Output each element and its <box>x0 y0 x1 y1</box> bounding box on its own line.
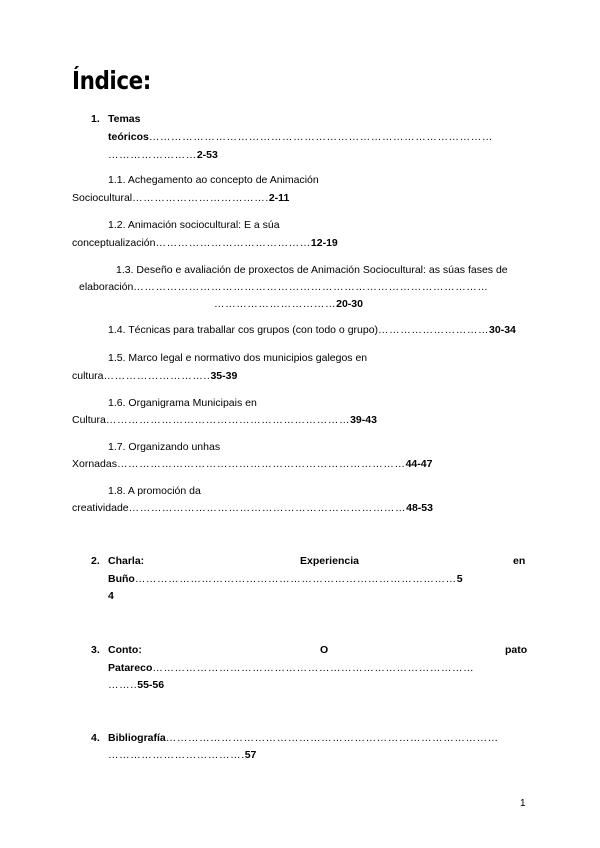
toc-entry-line <box>72 501 433 515</box>
section-title-word: en <box>513 555 526 567</box>
toc-entry-line <box>108 678 164 692</box>
section-number: 4. <box>91 732 100 744</box>
section-title-word: Experiencia <box>300 555 359 567</box>
subsection-title: 1.7. Organizando unhas <box>108 441 221 453</box>
page-ref: 48-53 <box>406 502 433 514</box>
section-title: Temas <box>108 113 141 125</box>
toc-entry-line <box>72 413 377 427</box>
section-title-word: pato <box>505 644 528 656</box>
leader-dots: ……………………………………………………………………………… <box>165 732 499 744</box>
page-title: Índice: <box>72 66 151 95</box>
subsection-title-cont: Cultura <box>72 414 106 426</box>
toc-entry-line <box>108 748 256 762</box>
subsection-title-cont: conceptualización <box>72 237 156 249</box>
leader-dots: …………………………………………………………………………… <box>134 573 457 585</box>
toc-entry-line <box>108 130 493 144</box>
toc-entry-line <box>72 457 432 471</box>
page-ref: 35-39 <box>210 370 238 382</box>
leader-dots: ……………………….. <box>103 370 211 382</box>
toc-entry-line <box>108 661 474 675</box>
subsection-title: 1.3. Deseño e avaliación de proxectos de Animación Sociocultural: as súas fases de <box>116 264 508 276</box>
section-title-cont: Patareco <box>108 662 153 674</box>
subsection-title: 1.8. A promoción da <box>108 485 201 497</box>
page-number: 1 <box>520 798 526 809</box>
subsection-title-cont: cultura <box>72 370 104 382</box>
page-ref: 20-30 <box>336 298 363 310</box>
leader-dots: …………………………… <box>214 298 337 310</box>
leader-dots: …………………………………………………………………… <box>116 458 406 470</box>
leader-dots: …………………………………………………………………………………… <box>133 281 489 293</box>
toc-entry-line <box>108 731 499 745</box>
leader-dots: …………………………………………………………………………… <box>152 662 475 674</box>
page-ref: 57 <box>244 749 257 761</box>
section-number: 2. <box>91 555 100 567</box>
section-title-word: Charla: <box>108 555 145 567</box>
toc-entry-line <box>72 369 237 383</box>
section-title-word: O <box>320 644 329 656</box>
leader-dots: ………………………… <box>378 324 490 336</box>
section-title-cont: teóricos <box>108 131 149 143</box>
leader-dots: ………………………………………………………………………………… <box>148 131 493 143</box>
leader-dots: ………………………………. <box>108 749 245 761</box>
subsection-title: 1.6. Organigrama Municipais en <box>108 397 257 409</box>
page-ref: 39-43 <box>350 414 377 426</box>
subsection-title-cont: Sociocultural <box>72 192 133 204</box>
subsection-title: 1.2. Animación sociocultural: E a súa <box>108 219 280 231</box>
toc-entry-line <box>108 323 516 337</box>
subsection-title-cont: Xornadas <box>72 458 117 470</box>
page-ref: 5 <box>456 573 463 585</box>
toc-entry-line <box>72 191 289 205</box>
page-ref-cont: 4 <box>108 590 114 602</box>
toc-entry-line <box>108 148 218 162</box>
section-number: 1. <box>91 113 100 125</box>
subsection-title-cont: creatividade <box>72 502 129 514</box>
toc-entry-line <box>72 236 338 250</box>
subsection-title: 1.1. Achegamento ao concepto de Animación <box>108 174 319 186</box>
toc-entry-line <box>214 297 363 311</box>
section-title: Bibliografía <box>108 732 166 744</box>
section-number: 3. <box>91 644 100 656</box>
subsection-title: 1.4. Técnicas para traballar cos grupos (con todo o grupo) <box>108 324 379 336</box>
page-ref: 2-11 <box>268 192 290 204</box>
page-ref: 12-19 <box>310 237 338 249</box>
page-ref: 44-47 <box>405 458 433 470</box>
section-title-word: Conto: <box>108 644 142 656</box>
leader-dots: ………………………………. <box>132 192 269 204</box>
page-ref: 55-56 <box>137 679 165 691</box>
leader-dots: …………………………………… <box>155 237 311 249</box>
section-title-cont: Buño <box>108 573 135 585</box>
subsection-title-cont: elaboración <box>79 281 134 293</box>
toc-entry-line <box>108 572 463 586</box>
page-ref: 2-53 <box>196 149 218 161</box>
leader-dots: ………………………………………………………………… <box>128 502 407 514</box>
leader-dots: …………………… <box>108 149 197 161</box>
leader-dots: …….. <box>108 679 138 691</box>
leader-dots: ………………………………………………………… <box>105 414 351 426</box>
page-ref: 30-34 <box>489 324 516 336</box>
subsection-title: 1.5. Marco legal e normativo dos municipios galegos en <box>108 352 368 364</box>
toc-entry-line <box>79 280 489 294</box>
